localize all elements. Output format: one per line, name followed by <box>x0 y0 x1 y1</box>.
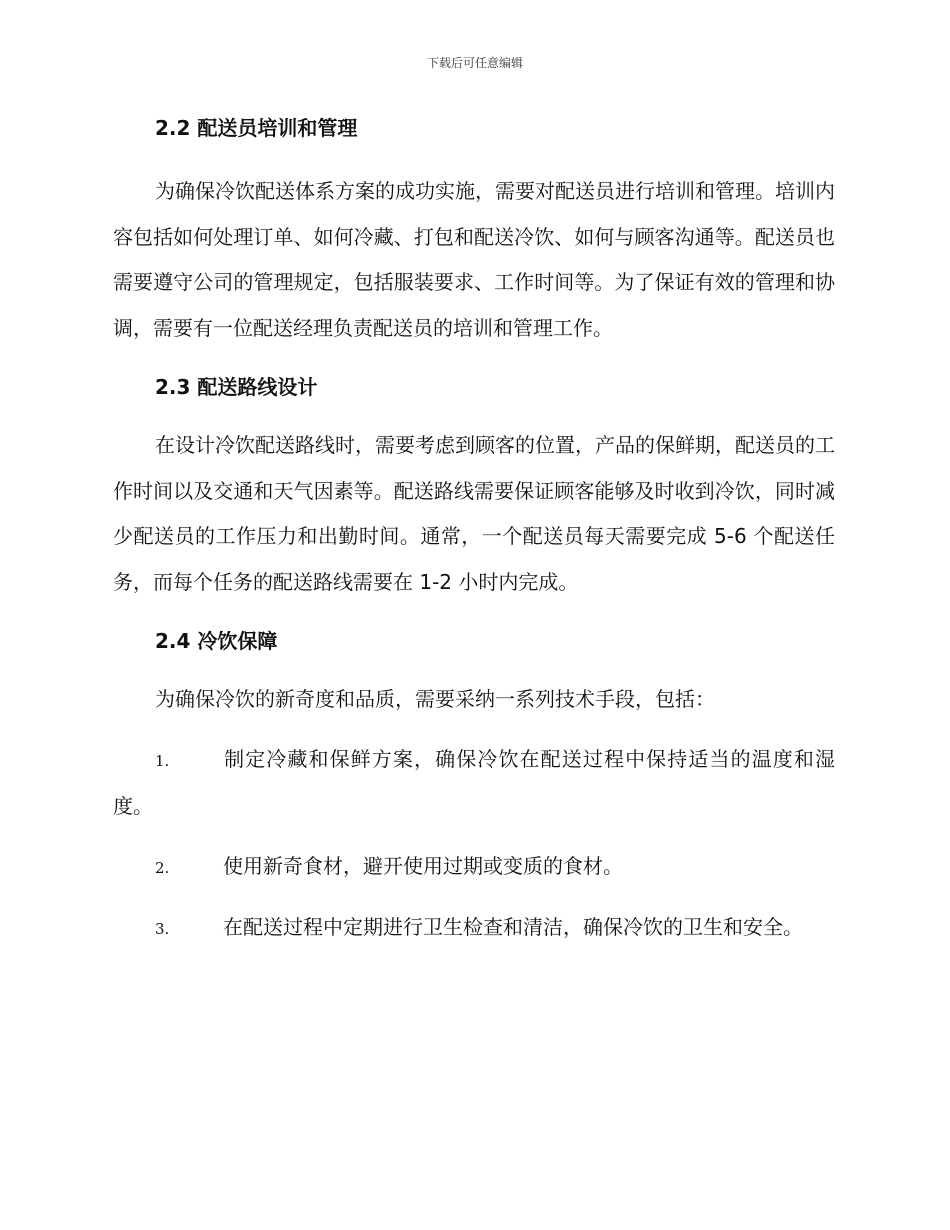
document-body <box>113 110 835 953</box>
section-paragraph-2-4: 为确保冷饮的新奇度和品质，需要采纳一系列技术手段，包括： <box>155 687 715 711</box>
list-item <box>113 844 835 892</box>
section-heading-2-3: 2.3 配送路线设计 <box>155 375 318 399</box>
section-heading-2-4: 2.4 冷饮保障 <box>155 629 278 653</box>
section-paragraph-2-3: 在设计冷饮配送路线时，需要考虑到顾客的位置，产品的保鲜期，配送员的工作时间以及交通和天气因素等。配送路线需要保证顾客能够及时收到冷饮，同时减少配送员的工作压力和出勤时间。通常，一个配送员每天需要完成 5-6 个配送任务，而每个任务的配送路线需要在 1-2 小时内完成。 <box>113 433 835 594</box>
list-item-number: 3. <box>155 920 170 938</box>
list-item-number: 1. <box>155 751 170 770</box>
section-paragraph-2-2: 为确保冷饮配送体系方案的成功实施，需要对配送员进行培训和管理。培训内容包括如何处理订单、如何冷藏、打包和配送冷饮、如何与顾客沟通等。配送员也需要遵守公司的管理规定，包括服装要求、工作时间等。为了保证有效的管理和协调，需要有一位配送经理负责配送员的培训和管理工作。 <box>113 179 835 340</box>
list-item-text: 制定冷藏和保鲜方案，确保冷饮在配送过程中保持适当的温度和湿度。 <box>113 746 835 818</box>
section-heading-2-2: 2.2 配送员培训和管理 <box>155 116 358 140</box>
page-header-note: 下载后可任意编辑 <box>426 56 523 70</box>
list-item-text: 使用新奇食材，避开使用过期或变质的食材。 <box>223 853 623 878</box>
list-item <box>113 737 835 830</box>
list-item <box>113 905 835 953</box>
list-item-number: 2. <box>155 858 170 877</box>
list-item-text: 在配送过程中定期进行卫生检查和清洁，确保冷饮的卫生和安全。 <box>223 915 803 939</box>
